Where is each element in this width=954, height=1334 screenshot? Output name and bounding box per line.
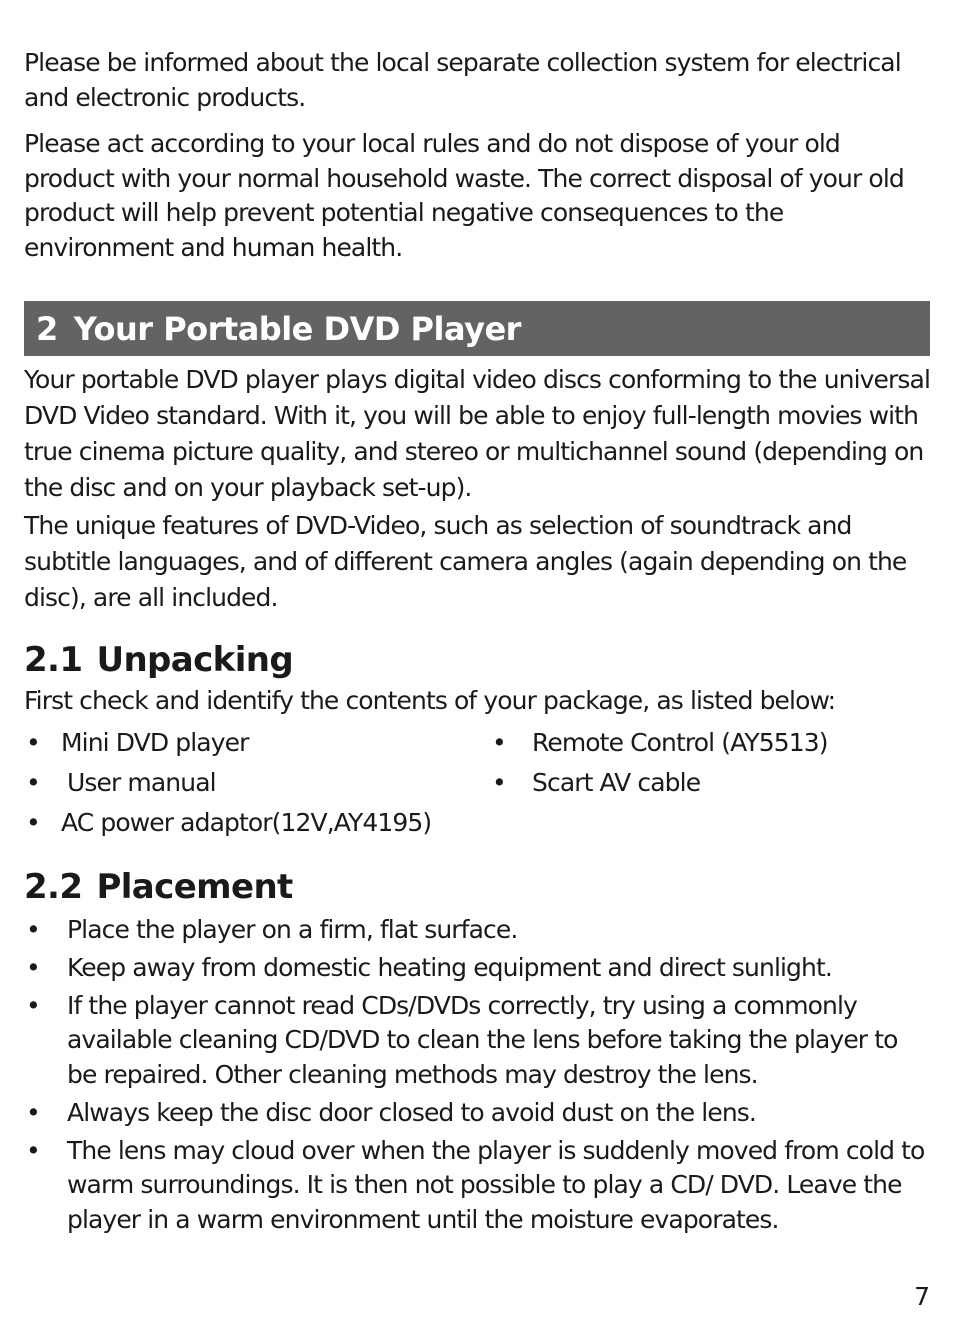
- section-paragraph-features: The unique features of DVD-Video, such as selection of soundtrack and subtitle languages, and of different camera angles (again depending on the disc), are all included.: [24, 511, 907, 612]
- bullet-icon: •: [26, 1097, 40, 1127]
- section-number: 2: [36, 309, 58, 348]
- list-item: [24, 723, 490, 763]
- list-item-text: User manual: [67, 767, 216, 797]
- section-body: [24, 362, 930, 616]
- list-item-text: The lens may cloud over when the player is suddenly moved from cold to warm surroundings. It is then not possible to play a CD/ DVD. Leave the player in a warm environment until the moisture evaporates.: [67, 1135, 925, 1234]
- package-contents-list: [24, 723, 930, 843]
- subsection-heading-unpacking: [24, 638, 930, 682]
- bullet-icon: •: [26, 767, 40, 797]
- list-item: [24, 913, 930, 948]
- bullet-icon: •: [26, 990, 40, 1020]
- list-item: [24, 989, 930, 1093]
- list-item: [24, 1096, 930, 1131]
- section-paragraph-standard: Your portable DVD player plays digital video discs conforming to the universal DVD Video standard. With it, you will be able to enjoy full-length movies with true cinema picture quality, and stereo or multichannel sound (depending on the disc and on your playback set-up).: [24, 365, 930, 502]
- bullet-icon: •: [492, 727, 506, 757]
- manual-page: [24, 46, 930, 1241]
- list-item: [24, 951, 930, 986]
- intro-paragraph-collection: Please be informed about the local separate collection system for electrical and electronic products.: [24, 48, 901, 112]
- list-item: [24, 803, 490, 843]
- bullet-icon: •: [492, 767, 506, 797]
- list-item-text: Keep away from domestic heating equipment and direct sunlight.: [67, 952, 832, 982]
- list-item: [24, 1134, 930, 1238]
- list-item: [24, 763, 490, 803]
- list-item: [490, 723, 930, 763]
- list-item-text: Remote Control (AY5513): [532, 727, 828, 757]
- list-item-text: Place the player on a firm, flat surface.: [67, 914, 518, 944]
- bullet-icon: •: [26, 952, 40, 982]
- intro-paragraph-disposal: Please act according to your local rules and do not dispose of your old product with your normal household waste. The correct disposal of your old product will help prevent potential negative consequences to the environment and human health.: [24, 129, 904, 262]
- section-heading-banner: [24, 301, 930, 356]
- page-number: 7: [914, 1282, 930, 1311]
- bullet-icon: •: [26, 914, 40, 944]
- list-item-text: Always keep the disc door closed to avoid dust on the lens.: [67, 1097, 756, 1127]
- bullet-icon: •: [26, 1135, 40, 1165]
- bullet-icon: •: [26, 807, 40, 837]
- list-item-text: AC power adaptor(12V,AY4195): [61, 807, 432, 837]
- unpacking-lead-text: First check and identify the contents of your package, as listed below:: [24, 686, 836, 715]
- list-item-text: Mini DVD player: [61, 727, 249, 757]
- subsection-number: 2.2: [24, 866, 83, 907]
- bullet-icon: •: [26, 727, 40, 757]
- subsection-title: Unpacking: [96, 640, 294, 680]
- subsection-heading-placement: [24, 865, 930, 909]
- list-item-text: Scart AV cable: [532, 767, 701, 797]
- subsection-number: 2.1: [24, 640, 83, 680]
- list-item: [490, 763, 930, 803]
- placement-list: [24, 913, 930, 1238]
- list-item-text: If the player cannot read CDs/DVDs correctly, try using a commonly available cleaning CD/DVD to clean the lens before taking the player to be repaired. Other cleaning methods may destroy the lens.: [67, 990, 898, 1089]
- subsection-title: Placement: [96, 866, 293, 907]
- section-title: Your Portable DVD Player: [73, 309, 521, 348]
